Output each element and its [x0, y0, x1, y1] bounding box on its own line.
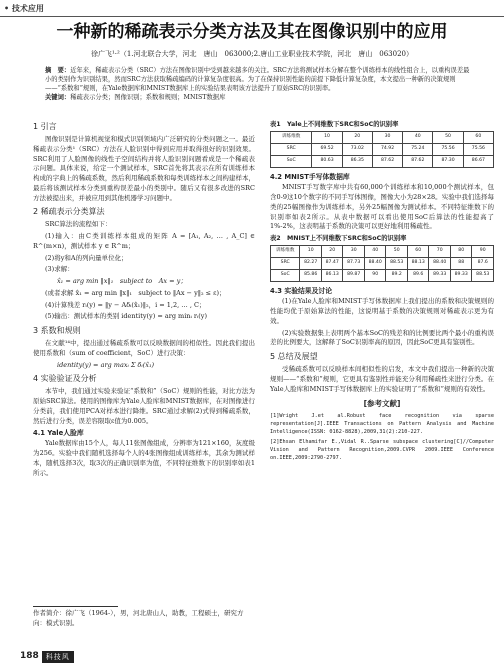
footnote-rule — [33, 606, 118, 607]
table-cell: 87.62 — [372, 156, 402, 168]
table-cell: 87.47 — [321, 258, 343, 270]
table-cell: 75.56 — [433, 144, 463, 156]
paragraph: (1)在Yale人脸库和MNIST手写体数据库上我们提出的系数和决策规则的性能均优于原始算法的性能，这说明基于系数的决策规则对稀疏表示更为有效。 — [270, 297, 494, 325]
authors-line: 徐广飞¹·²（1.河北联合大学，河北 唐山 063000;2.唐山工业职业技术学院，河北 唐山 063020） — [91, 50, 413, 58]
section-heading: 3 系数和规则 — [33, 326, 81, 335]
table2-caption: 表2 MNIST上不同维数下SRC和SoC的识别率 — [270, 235, 407, 243]
table-cell: 87.73 — [343, 258, 365, 270]
table-cell: SRC — [271, 144, 312, 156]
reference-item: [1]Wright J.et al.Robust face recognition via sparse representation[J].IEEE Transactions on Pattern Analysis and Machine Intelligence(ISSN: 0162-8828),2009,31(2):210-227. — [270, 412, 494, 435]
section-heading: 1 引言 — [33, 122, 57, 131]
table-cell: 87.62 — [403, 156, 433, 168]
paragraph: 本节中，我们通过实验来验证“系数和”（SoC）规则的性能，对比方法为原始SRC算法。使用的图像库为Yale人脸库和MNIST数据库，在对图像进行分类前，我们使用PCA对样本进行降维。SRC通过求解(2)式得到稀疏系数，然后进行分类，误差容限取ε值为0.005。 — [33, 387, 255, 425]
table-cell: 60 — [407, 246, 429, 258]
reference-item: [2]Ehsan Elhamifar E.,Vidal R..Sparse subspace clustering[C]//Computer Vision and Pattern Recognition,2009.CVPR 2009.IEEE Conference on.IEEE,2009:2790-2797. — [270, 438, 494, 461]
table-cell: 86.13 — [321, 270, 343, 282]
table-cell: SoC — [271, 270, 300, 282]
table-row — [271, 144, 494, 156]
table-cell: 88.53 — [386, 258, 408, 270]
table-cell: 20 — [342, 132, 372, 144]
subsection-heading: 4.2 MNIST手写体数据库 — [270, 173, 350, 182]
table-cell: 训练维数 — [271, 132, 312, 144]
table-cell: 50 — [433, 132, 463, 144]
table-cell: 80.63 — [312, 156, 342, 168]
table-cell: 82.27 — [300, 258, 322, 270]
table2 — [270, 245, 494, 282]
table-cell: 89.2 — [386, 270, 408, 282]
table-cell: 30 — [343, 246, 365, 258]
left-column — [33, 118, 255, 480]
header-bar — [0, 0, 504, 22]
keywords-label: 关键词： — [45, 94, 71, 102]
table-header-row — [271, 246, 494, 258]
algorithm-step: (2)将y和A的列向量单位化； — [45, 253, 128, 262]
paragraph: MNIST手写数字库中共有60,000个训练样本和10,000个测试样本，包含0-9这10个数字的不同手写体图像，图像大小为28×28。实验中我们选择每类的25幅图像作为训练样本，另外25幅图像为测试样本。不同特征维数下的识别率如表2所示。从表中数据可以看出使用SoC后算法的性能提高了1%-2%，这表明基于系数的决策可以更好地利用稀疏性。 — [270, 183, 494, 231]
section-heading: 4 实验验证及分析 — [33, 374, 97, 384]
table-cell: 80 — [450, 246, 472, 258]
table-row — [271, 156, 494, 168]
section-tag: • 技术应用 — [4, 4, 44, 13]
table-cell: 90 — [364, 270, 386, 282]
table-cell: 90 — [472, 246, 494, 258]
subsection-heading: 4.1 Yale人脸库 — [33, 429, 84, 438]
subsection-heading: 4.3 实验结果及讨论 — [270, 287, 332, 296]
formula: x̂₁ = arg min ‖x‖₁ subject to Ax = y； — [57, 277, 187, 285]
table-row — [271, 270, 494, 282]
table-cell: 87.6 — [472, 258, 494, 270]
table-row — [271, 258, 494, 270]
table-cell: 75.24 — [403, 144, 433, 156]
table-cell: 89.33 — [450, 270, 472, 282]
table-cell: 69.52 — [312, 144, 342, 156]
table-cell: 89.33 — [429, 270, 451, 282]
formula: identity(y) = arg maxᵢ Σ δᵢ(x̂₁) — [57, 360, 155, 369]
table-cell: 88.53 — [472, 270, 494, 282]
table-header-row — [271, 132, 494, 144]
table-cell: 88.40 — [429, 258, 451, 270]
journal-name: 科技风 — [42, 651, 74, 664]
paragraph: Yale数据库由15个人，每人11张图像组成，分辨率为121×160，灰度级为256。实验中我们随机选择每个人的4张图像组成训练样本，其余为测试样本，随机选择3次，取3次的正确识别率为值，不同特征维数下的识别率如表1所示。 — [33, 439, 255, 477]
table-cell: 40 — [364, 246, 386, 258]
section-heading: 5 总结及展望 — [270, 352, 318, 362]
algorithm-step: (或者求解 x̂₁ = arg min ‖x‖₁ subject to ‖Ax − y‖₂ ≤ ε)； — [45, 288, 226, 297]
paragraph: 受稀疏系数可以反映样本间相似性的启发，本文中我们提出一种新的决策规则——“系数和”规则，它更具有鉴别性并能充分利用稀疏性来进行分类。在Yale人脸库和MNIST手写体数据库上的实验证明了“系数和”规则的有效性。 — [270, 365, 494, 393]
table-cell: 50 — [386, 246, 408, 258]
table-cell: 10 — [300, 246, 322, 258]
header-rule — [0, 16, 504, 17]
algorithm-step: (3)求解： — [45, 265, 74, 274]
table-cell: 89.87 — [343, 270, 365, 282]
algorithm-step: (4)计算残差 rᵢ(y) = ‖y − Aδᵢ(x̂₁)‖₂，i = 1,2, … , C； — [45, 300, 206, 309]
table-cell: 86.67 — [463, 156, 493, 168]
right-column — [270, 118, 494, 464]
table-cell: 20 — [321, 246, 343, 258]
abstract-label: 摘 要： — [45, 67, 71, 74]
algorithm-step: (1)输入：由C类训练样本组成的矩阵 A = [A₁, A₂, … , A_C] ∈ R^(m×n)，测试样本 y ∈ R^m； — [33, 232, 255, 250]
references-heading: [参考文献] — [363, 399, 401, 409]
page-number: 188 — [20, 651, 39, 662]
table-cell: 60 — [463, 132, 493, 144]
algorithm-step: (5)输出：测试样本的类别 identity(y) = arg minᵢ rᵢ(y) — [45, 312, 208, 321]
table1-caption: 表1 Yale上不同维数下SRC和SoC的识别率 — [270, 121, 399, 128]
table-cell: 70 — [429, 246, 451, 258]
paper-title: 一种新的稀疏表示分类方法及其在图像识别中的应用 — [56, 22, 448, 42]
table-cell: 86.35 — [342, 156, 372, 168]
table-cell: 89.6 — [407, 270, 429, 282]
abstract-block — [45, 66, 471, 103]
paragraph: 在文献¹⁴中，提出通过稀疏系数可以反映数据间的相似性。因此我们提出使用系数和（sum of coefficient，SoC）进行决策： — [33, 339, 255, 357]
paragraph: 图像识别是计算机视觉和模式识别领域内广泛研究的分类问题之一。最近稀疏表示分类¹（SRC）方法在人脸识别中得到应用并取得很好的识别效果。SRC利用了人脸图像的线性子空间结构并将人脸识别问题看成是一个稀疏表示问题。具体来说，给定一个测试样本，SRC首先将其表示在所有训练样本构成的字典上的稀疏系数，然后利用稀疏系数和每类训练样本之间构建样本，最后将该测试样本分类到重构误差最小的类别中。随后又有很多改进的SRC方法被提出来，并被应用到其他机器学习问题中。 — [33, 135, 255, 202]
table-cell: SoC — [271, 156, 312, 168]
author-footnote: 作者简介：徐广飞（1964-），男，河北唐山人，助教，工程硕士，研究方向：模式识别。 — [33, 609, 244, 627]
table-cell: 10 — [312, 132, 342, 144]
table-cell: 73.02 — [342, 144, 372, 156]
abstract-text: 近年来，稀疏表示分类（SRC）方法在图像识别中受到越来越多的关注。SRC方法将测试样本分解在整个训练样本的线性组合上，以重构误差最小的类别作为识别结果，然而SRC方法获取稀疏编码的计算复杂度很高。为了在保持识别性能的前提下降低计算复杂度，本文提出一种新的决策规则——“系数和”规则，在Yale数据库和MNIST数据库上的实验结果表明该方法提升了原始SRC的识别率。 — [45, 67, 470, 93]
table-cell: 88.40 — [364, 258, 386, 270]
table-cell: 训练维数 — [271, 246, 300, 258]
table-cell: 88.13 — [407, 258, 429, 270]
section-heading: 2 稀疏表示分类算法 — [33, 207, 105, 217]
table-cell: 75.56 — [463, 144, 493, 156]
table-cell: 40 — [403, 132, 433, 144]
table-cell: 87.30 — [433, 156, 463, 168]
table-cell: SRC — [271, 258, 300, 270]
paragraph: SRC算法的流程如下： — [45, 220, 112, 229]
table1 — [270, 131, 494, 168]
table-cell: 88 — [450, 258, 472, 270]
table-cell: 30 — [372, 132, 402, 144]
paragraph: (2)实验数据集上表明两个基本SoC的残差和的比例要比两个最小的重构误差的比例要大，这解释了SoC识别率高的原因，因此SoC更具有鉴别性。 — [270, 328, 494, 347]
table-cell: 85.86 — [300, 270, 322, 282]
keywords-text: 稀疏表示分类；图像识别；系数和规则；MNIST数据库 — [70, 94, 226, 102]
page-footer — [20, 651, 74, 663]
table-cell: 74.92 — [372, 144, 402, 156]
